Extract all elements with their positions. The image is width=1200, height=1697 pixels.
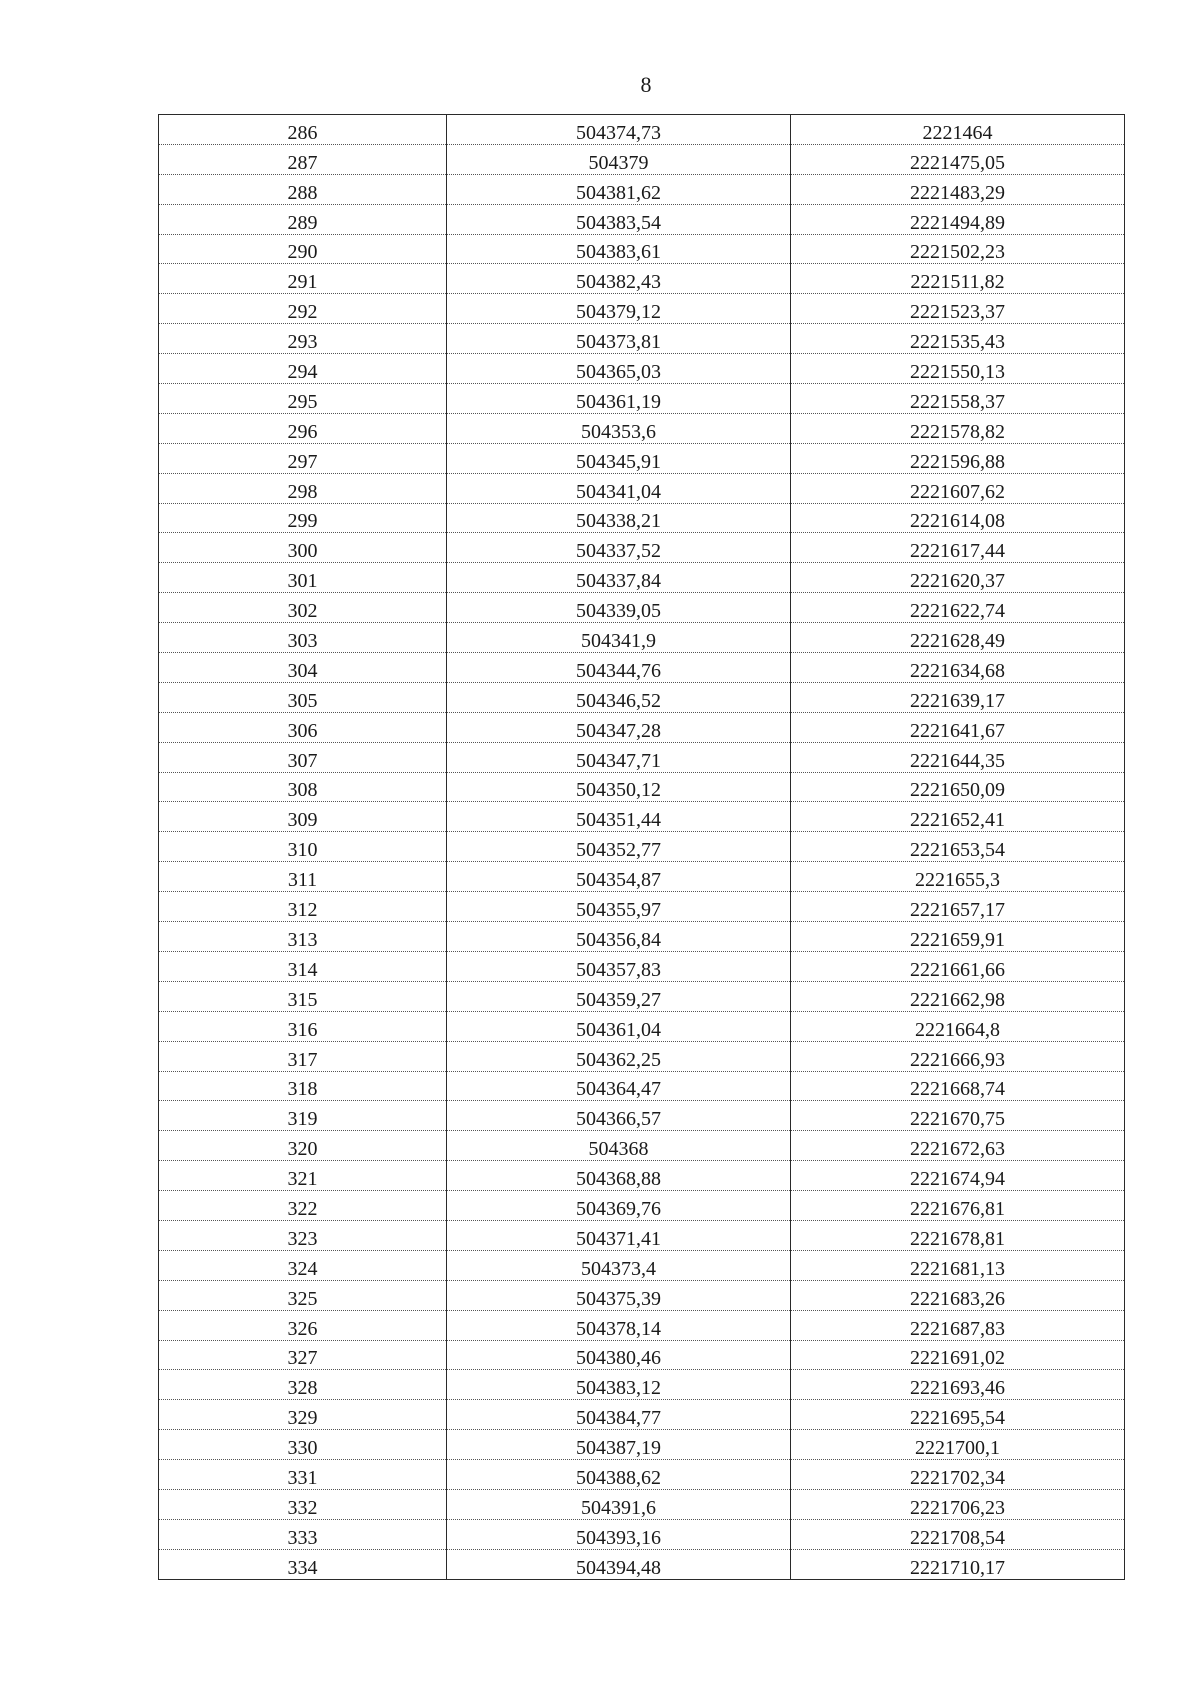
y-coordinate-cell: 2221641,67 <box>791 712 1125 742</box>
point-number-cell: 322 <box>159 1191 447 1221</box>
y-coordinate-cell: 2221653,54 <box>791 832 1125 862</box>
x-coordinate-cell: 504393,16 <box>447 1519 791 1549</box>
point-number-cell: 307 <box>159 742 447 772</box>
x-coordinate-cell: 504364,47 <box>447 1071 791 1101</box>
table-row <box>159 1220 1125 1250</box>
x-coordinate-cell: 504371,41 <box>447 1220 791 1250</box>
y-coordinate-cell: 2221668,74 <box>791 1071 1125 1101</box>
point-number-cell: 301 <box>159 563 447 593</box>
y-coordinate-cell: 2221628,49 <box>791 623 1125 653</box>
point-number-cell: 329 <box>159 1400 447 1430</box>
x-coordinate-cell: 504383,61 <box>447 234 791 264</box>
table-row <box>159 981 1125 1011</box>
point-number-cell: 300 <box>159 533 447 563</box>
x-coordinate-cell: 504388,62 <box>447 1460 791 1490</box>
point-number-cell: 310 <box>159 832 447 862</box>
point-number-cell: 296 <box>159 413 447 443</box>
x-coordinate-cell: 504391,6 <box>447 1489 791 1519</box>
point-number-cell: 309 <box>159 802 447 832</box>
point-number-cell: 306 <box>159 712 447 742</box>
y-coordinate-cell: 2221511,82 <box>791 264 1125 294</box>
point-number-cell: 316 <box>159 1011 447 1041</box>
point-number-cell: 299 <box>159 503 447 533</box>
y-coordinate-cell: 2221693,46 <box>791 1370 1125 1400</box>
table-row <box>159 294 1125 324</box>
point-number-cell: 302 <box>159 593 447 623</box>
point-number-cell: 289 <box>159 204 447 234</box>
y-coordinate-cell: 2221622,74 <box>791 593 1125 623</box>
table-row <box>159 563 1125 593</box>
point-number-cell: 315 <box>159 981 447 1011</box>
table-row <box>159 682 1125 712</box>
point-number-cell: 297 <box>159 443 447 473</box>
y-coordinate-cell: 2221706,23 <box>791 1489 1125 1519</box>
table-row <box>159 1131 1125 1161</box>
y-coordinate-cell: 2221672,63 <box>791 1131 1125 1161</box>
y-coordinate-cell: 2221607,62 <box>791 473 1125 503</box>
y-coordinate-cell: 2221475,05 <box>791 144 1125 174</box>
table-row <box>159 1370 1125 1400</box>
x-coordinate-cell: 504357,83 <box>447 951 791 981</box>
table-row <box>159 772 1125 802</box>
y-coordinate-cell: 2221652,41 <box>791 802 1125 832</box>
table-row <box>159 1011 1125 1041</box>
x-coordinate-cell: 504379 <box>447 144 791 174</box>
y-coordinate-cell: 2221659,91 <box>791 922 1125 952</box>
x-coordinate-cell: 504380,46 <box>447 1340 791 1370</box>
point-number-cell: 331 <box>159 1460 447 1490</box>
y-coordinate-cell: 2221700,1 <box>791 1430 1125 1460</box>
x-coordinate-cell: 504379,12 <box>447 294 791 324</box>
table-row <box>159 1519 1125 1549</box>
coordinates-table-body <box>159 115 1125 1580</box>
table-row <box>159 802 1125 832</box>
point-number-cell: 292 <box>159 294 447 324</box>
table-row <box>159 1549 1125 1579</box>
table-row <box>159 951 1125 981</box>
table-row <box>159 413 1125 443</box>
y-coordinate-cell: 2221655,3 <box>791 862 1125 892</box>
x-coordinate-cell: 504354,87 <box>447 862 791 892</box>
x-coordinate-cell: 504394,48 <box>447 1549 791 1579</box>
coordinates-table <box>158 114 1125 1580</box>
table-row <box>159 115 1125 145</box>
y-coordinate-cell: 2221710,17 <box>791 1549 1125 1579</box>
y-coordinate-cell: 2221523,37 <box>791 294 1125 324</box>
x-coordinate-cell: 504347,28 <box>447 712 791 742</box>
x-coordinate-cell: 504383,12 <box>447 1370 791 1400</box>
point-number-cell: 317 <box>159 1041 447 1071</box>
y-coordinate-cell: 2221614,08 <box>791 503 1125 533</box>
table-row <box>159 1340 1125 1370</box>
point-number-cell: 304 <box>159 653 447 683</box>
table-row <box>159 473 1125 503</box>
table-row <box>159 1191 1125 1221</box>
table-row <box>159 533 1125 563</box>
y-coordinate-cell: 2221670,75 <box>791 1101 1125 1131</box>
x-coordinate-cell: 504362,25 <box>447 1041 791 1071</box>
table-row <box>159 1430 1125 1460</box>
y-coordinate-cell: 2221666,93 <box>791 1041 1125 1071</box>
table-row <box>159 653 1125 683</box>
y-coordinate-cell: 2221634,68 <box>791 653 1125 683</box>
y-coordinate-cell: 2221683,26 <box>791 1280 1125 1310</box>
x-coordinate-cell: 504378,14 <box>447 1310 791 1340</box>
y-coordinate-cell: 2221550,13 <box>791 354 1125 384</box>
x-coordinate-cell: 504387,19 <box>447 1430 791 1460</box>
point-number-cell: 334 <box>159 1549 447 1579</box>
point-number-cell: 320 <box>159 1131 447 1161</box>
x-coordinate-cell: 504375,39 <box>447 1280 791 1310</box>
y-coordinate-cell: 2221558,37 <box>791 384 1125 414</box>
point-number-cell: 311 <box>159 862 447 892</box>
y-coordinate-cell: 2221644,35 <box>791 742 1125 772</box>
y-coordinate-cell: 2221464 <box>791 115 1125 145</box>
table-row <box>159 1250 1125 1280</box>
x-coordinate-cell: 504368 <box>447 1131 791 1161</box>
table-row <box>159 1310 1125 1340</box>
x-coordinate-cell: 504337,52 <box>447 533 791 563</box>
y-coordinate-cell: 2221681,13 <box>791 1250 1125 1280</box>
point-number-cell: 325 <box>159 1280 447 1310</box>
point-number-cell: 312 <box>159 892 447 922</box>
x-coordinate-cell: 504337,84 <box>447 563 791 593</box>
point-number-cell: 290 <box>159 234 447 264</box>
point-number-cell: 314 <box>159 951 447 981</box>
point-number-cell: 326 <box>159 1310 447 1340</box>
point-number-cell: 295 <box>159 384 447 414</box>
y-coordinate-cell: 2221657,17 <box>791 892 1125 922</box>
y-coordinate-cell: 2221494,89 <box>791 204 1125 234</box>
point-number-cell: 313 <box>159 922 447 952</box>
x-coordinate-cell: 504341,04 <box>447 473 791 503</box>
x-coordinate-cell: 504346,52 <box>447 682 791 712</box>
table-row <box>159 1101 1125 1131</box>
page-number: 8 <box>640 72 652 97</box>
point-number-cell: 291 <box>159 264 447 294</box>
x-coordinate-cell: 504383,54 <box>447 204 791 234</box>
point-number-cell: 319 <box>159 1101 447 1131</box>
table-row <box>159 1400 1125 1430</box>
x-coordinate-cell: 504338,21 <box>447 503 791 533</box>
x-coordinate-cell: 504347,71 <box>447 742 791 772</box>
point-number-cell: 330 <box>159 1430 447 1460</box>
y-coordinate-cell: 2221695,54 <box>791 1400 1125 1430</box>
table-row <box>159 892 1125 922</box>
x-coordinate-cell: 504384,77 <box>447 1400 791 1430</box>
point-number-cell: 333 <box>159 1519 447 1549</box>
table-row <box>159 234 1125 264</box>
point-number-cell: 327 <box>159 1340 447 1370</box>
y-coordinate-cell: 2221702,34 <box>791 1460 1125 1490</box>
table-row <box>159 503 1125 533</box>
table-row <box>159 144 1125 174</box>
x-coordinate-cell: 504369,76 <box>447 1191 791 1221</box>
table-row <box>159 862 1125 892</box>
y-coordinate-cell: 2221502,23 <box>791 234 1125 264</box>
table-row <box>159 623 1125 653</box>
y-coordinate-cell: 2221535,43 <box>791 324 1125 354</box>
table-row <box>159 1041 1125 1071</box>
y-coordinate-cell: 2221687,83 <box>791 1310 1125 1340</box>
table-row <box>159 384 1125 414</box>
table-row <box>159 742 1125 772</box>
y-coordinate-cell: 2221664,8 <box>791 1011 1125 1041</box>
x-coordinate-cell: 504344,76 <box>447 653 791 683</box>
x-coordinate-cell: 504365,03 <box>447 354 791 384</box>
x-coordinate-cell: 504361,19 <box>447 384 791 414</box>
point-number-cell: 286 <box>159 115 447 145</box>
table-row <box>159 324 1125 354</box>
x-coordinate-cell: 504359,27 <box>447 981 791 1011</box>
y-coordinate-cell: 2221661,66 <box>791 951 1125 981</box>
y-coordinate-cell: 2221674,94 <box>791 1161 1125 1191</box>
x-coordinate-cell: 504373,81 <box>447 324 791 354</box>
y-coordinate-cell: 2221678,81 <box>791 1220 1125 1250</box>
y-coordinate-cell: 2221708,54 <box>791 1519 1125 1549</box>
table-row <box>159 1280 1125 1310</box>
point-number-cell: 298 <box>159 473 447 503</box>
x-coordinate-cell: 504382,43 <box>447 264 791 294</box>
x-coordinate-cell: 504373,4 <box>447 1250 791 1280</box>
point-number-cell: 287 <box>159 144 447 174</box>
x-coordinate-cell: 504350,12 <box>447 772 791 802</box>
y-coordinate-cell: 2221676,81 <box>791 1191 1125 1221</box>
point-number-cell: 308 <box>159 772 447 802</box>
x-coordinate-cell: 504353,6 <box>447 413 791 443</box>
table-row <box>159 1071 1125 1101</box>
y-coordinate-cell: 2221650,09 <box>791 772 1125 802</box>
x-coordinate-cell: 504381,62 <box>447 174 791 204</box>
y-coordinate-cell: 2221483,29 <box>791 174 1125 204</box>
x-coordinate-cell: 504366,57 <box>447 1101 791 1131</box>
point-number-cell: 288 <box>159 174 447 204</box>
table-row <box>159 443 1125 473</box>
point-number-cell: 323 <box>159 1220 447 1250</box>
table-row <box>159 832 1125 862</box>
x-coordinate-cell: 504345,91 <box>447 443 791 473</box>
x-coordinate-cell: 504355,97 <box>447 892 791 922</box>
point-number-cell: 303 <box>159 623 447 653</box>
table-row <box>159 1489 1125 1519</box>
x-coordinate-cell: 504368,88 <box>447 1161 791 1191</box>
y-coordinate-cell: 2221617,44 <box>791 533 1125 563</box>
table-row <box>159 593 1125 623</box>
x-coordinate-cell: 504352,77 <box>447 832 791 862</box>
point-number-cell: 293 <box>159 324 447 354</box>
x-coordinate-cell: 504341,9 <box>447 623 791 653</box>
point-number-cell: 321 <box>159 1161 447 1191</box>
point-number-cell: 305 <box>159 682 447 712</box>
table-row <box>159 712 1125 742</box>
table-row <box>159 264 1125 294</box>
table-row <box>159 1460 1125 1490</box>
y-coordinate-cell: 2221639,17 <box>791 682 1125 712</box>
x-coordinate-cell: 504351,44 <box>447 802 791 832</box>
y-coordinate-cell: 2221620,37 <box>791 563 1125 593</box>
table-row <box>159 204 1125 234</box>
table-row <box>159 1161 1125 1191</box>
point-number-cell: 294 <box>159 354 447 384</box>
point-number-cell: 324 <box>159 1250 447 1280</box>
y-coordinate-cell: 2221662,98 <box>791 981 1125 1011</box>
point-number-cell: 328 <box>159 1370 447 1400</box>
point-number-cell: 332 <box>159 1489 447 1519</box>
table-row <box>159 354 1125 384</box>
y-coordinate-cell: 2221578,82 <box>791 413 1125 443</box>
x-coordinate-cell: 504374,73 <box>447 115 791 145</box>
y-coordinate-cell: 2221596,88 <box>791 443 1125 473</box>
x-coordinate-cell: 504361,04 <box>447 1011 791 1041</box>
y-coordinate-cell: 2221691,02 <box>791 1340 1125 1370</box>
table-row <box>159 922 1125 952</box>
x-coordinate-cell: 504356,84 <box>447 922 791 952</box>
x-coordinate-cell: 504339,05 <box>447 593 791 623</box>
point-number-cell: 318 <box>159 1071 447 1101</box>
table-row <box>159 174 1125 204</box>
